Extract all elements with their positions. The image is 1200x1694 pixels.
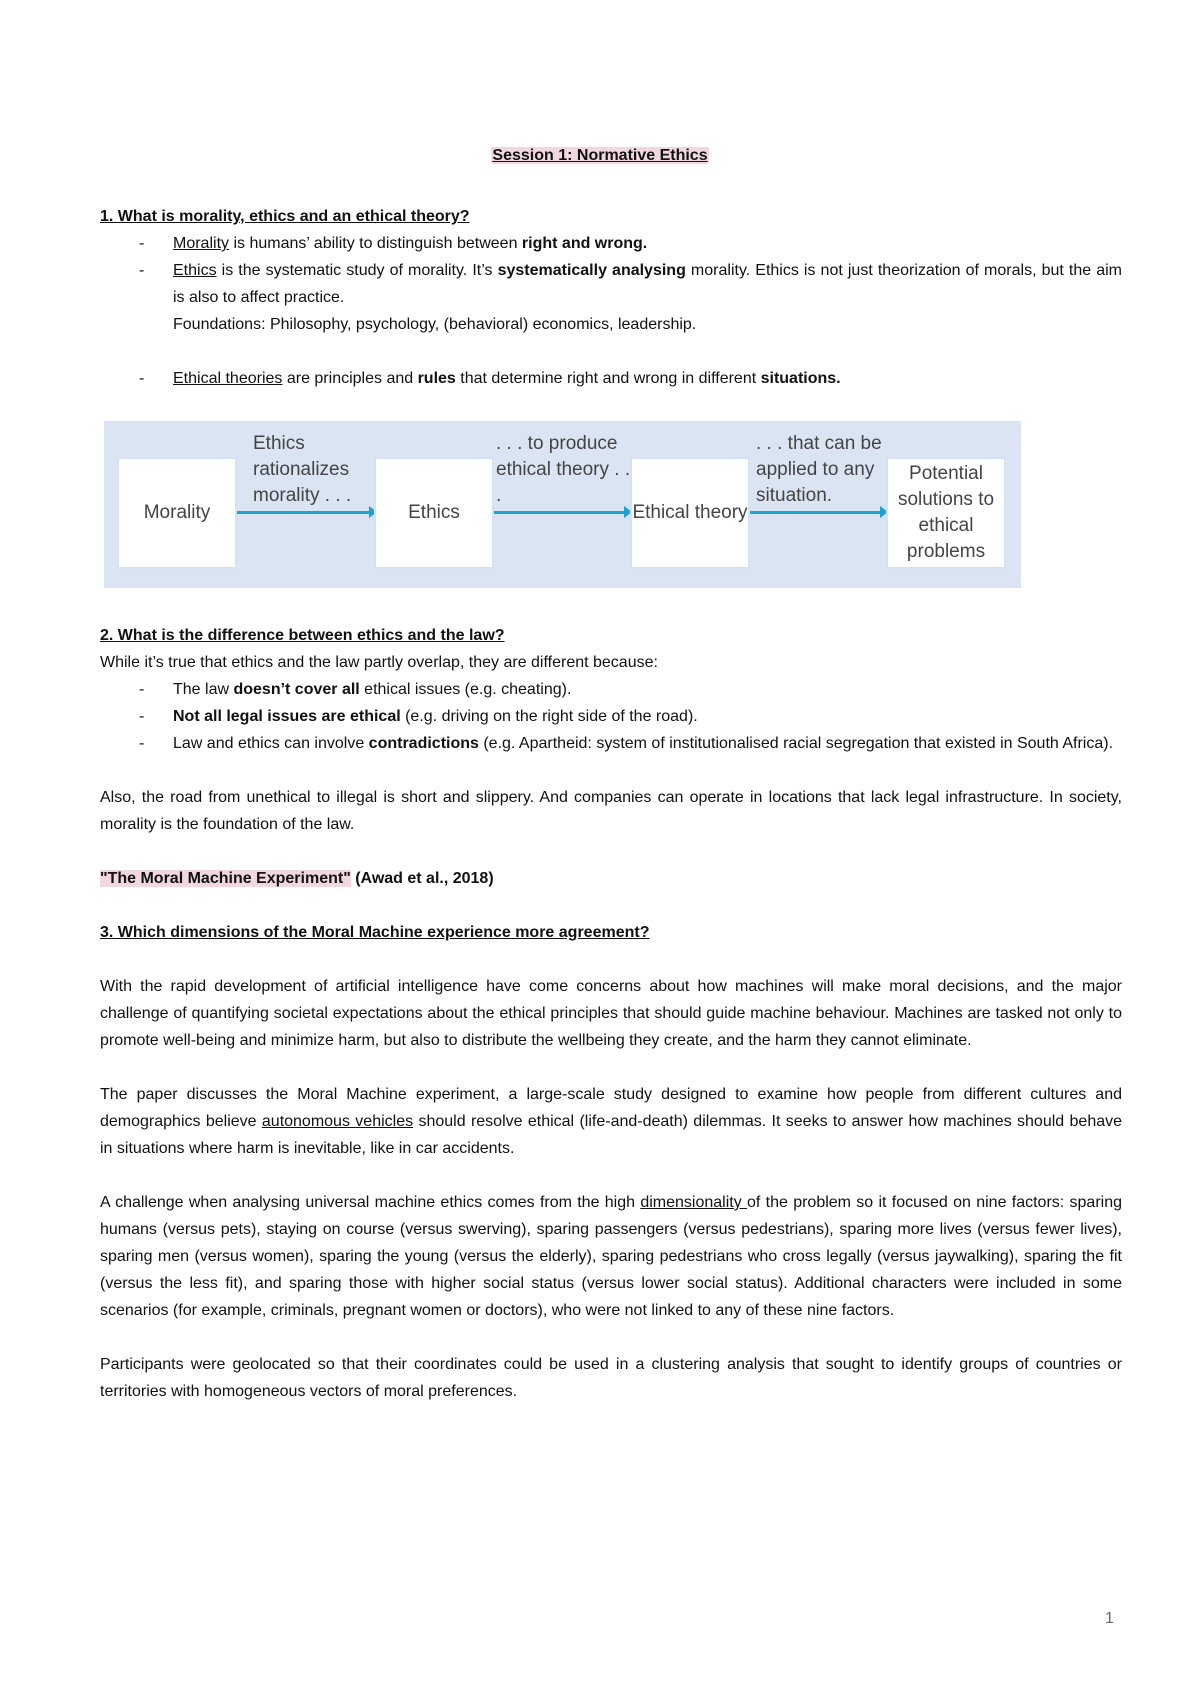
diagram-box-ethics: Ethics bbox=[374, 457, 494, 569]
arrow-icon bbox=[237, 511, 371, 514]
section-2 bbox=[100, 622, 1122, 1405]
arrow-icon bbox=[750, 511, 882, 514]
list-item: - Ethics is the systematic study of morality. It’s systematically analysing morality. Ethics is not just theorization of morals, but the aim is also to affect practice. Foundations: Philosophy, psychology, (behavioral) economics, leadership. bbox=[139, 262, 1123, 333]
section-1 bbox=[100, 203, 1122, 392]
ethics-flow-diagram bbox=[104, 421, 1021, 588]
q3-paragraph-3: A challenge when analysing universal machine ethics comes from the high dimensionality of the problem so it focused on nine factors: sparing humans (versus pets), staying on course (versus swerving), sparing passengers (versus pedestrians), sparing more lives (versus fewer lives), sparing men (versus women), sparing the young (versus the elderly), sparing pedestrians who cross legally (versus jaywalking), sparing the fit (versus the less fit), and sparing those with higher social status (versus lower social status). Additional characters were included in some scenarios (for example, criminals, pregnant women or doctors), who were not linked to any of these nine factors. bbox=[100, 1194, 1122, 1319]
diagram-label-1: Ethics rationalizes morality . . . bbox=[253, 433, 352, 506]
diagram-label-3: . . . that can be applied to any situation. bbox=[756, 433, 882, 506]
list-item: - The law doesn’t cover all ethical issues (e.g. cheating). bbox=[139, 681, 572, 698]
list-item: - Ethical theories are principles and rules that determine right and wrong in different situations. bbox=[139, 370, 841, 387]
diagram-box-morality: Morality bbox=[117, 457, 237, 569]
list-item: - Law and ethics can involve contradictions (e.g. Apartheid: system of institutionalised racial segregation that existed in South Africa). bbox=[139, 735, 1114, 752]
q3-paragraph-1: With the rapid development of artificial intelligence have come concerns about how machines will make moral decisions, and the major challenge of quantifying societal expectations about the ethical principles that should guide machine behaviour. Machines are tasked not only to promote well-being and minimize harm, but also to distribute the wellbeing they create, and the harm they cannot eliminate. bbox=[100, 978, 1122, 1049]
q2-heading: 2. What is the difference between ethics and the law? bbox=[100, 627, 505, 644]
q3-heading: 3. Which dimensions of the Moral Machine experience more agreement? bbox=[100, 924, 650, 941]
diagram-box-solutions: Potential solutions to ethical problems bbox=[886, 457, 1006, 569]
page-title: Session 1: Normative Ethics bbox=[492, 147, 708, 164]
list-item: - Morality is humans’ ability to distinguish between right and wrong. bbox=[139, 235, 648, 252]
page-number: 1 bbox=[1105, 1610, 1114, 1627]
paper-reference: "The Moral Machine Experiment" (Awad et al., 2018) bbox=[100, 870, 494, 887]
diagram-box-ethical-theory: Ethical theory bbox=[630, 457, 750, 569]
q1-heading: 1. What is morality, ethics and an ethical theory? bbox=[100, 208, 470, 225]
q2-intro: While it’s true that ethics and the law partly overlap, they are different because: bbox=[100, 654, 658, 671]
list-item: - Not all legal issues are ethical (e.g. driving on the right side of the road). bbox=[139, 708, 698, 725]
q3-paragraph-2: The paper discusses the Moral Machine experiment, a large-scale study designed to examine how people from different cultures and demographics believe autonomous vehicles should resolve ethical (life-and-death) dilemmas. It seeks to answer how machines should behave in situations where harm is inevitable, like in car accidents. bbox=[100, 1086, 1123, 1157]
q2-paragraph: Also, the road from unethical to illegal is short and slippery. And companies can operate in locations that lack legal infrastructure. In society, morality is the foundation of the law. bbox=[100, 789, 1122, 833]
arrow-icon bbox=[494, 511, 626, 514]
diagram-label-2: . . . to produce ethical theory . . . bbox=[496, 433, 631, 506]
q3-paragraph-4: Participants were geolocated so that their coordinates could be used in a clustering analysis that sought to identify groups of countries or territories with homogeneous vectors of moral preferences. bbox=[100, 1356, 1122, 1400]
